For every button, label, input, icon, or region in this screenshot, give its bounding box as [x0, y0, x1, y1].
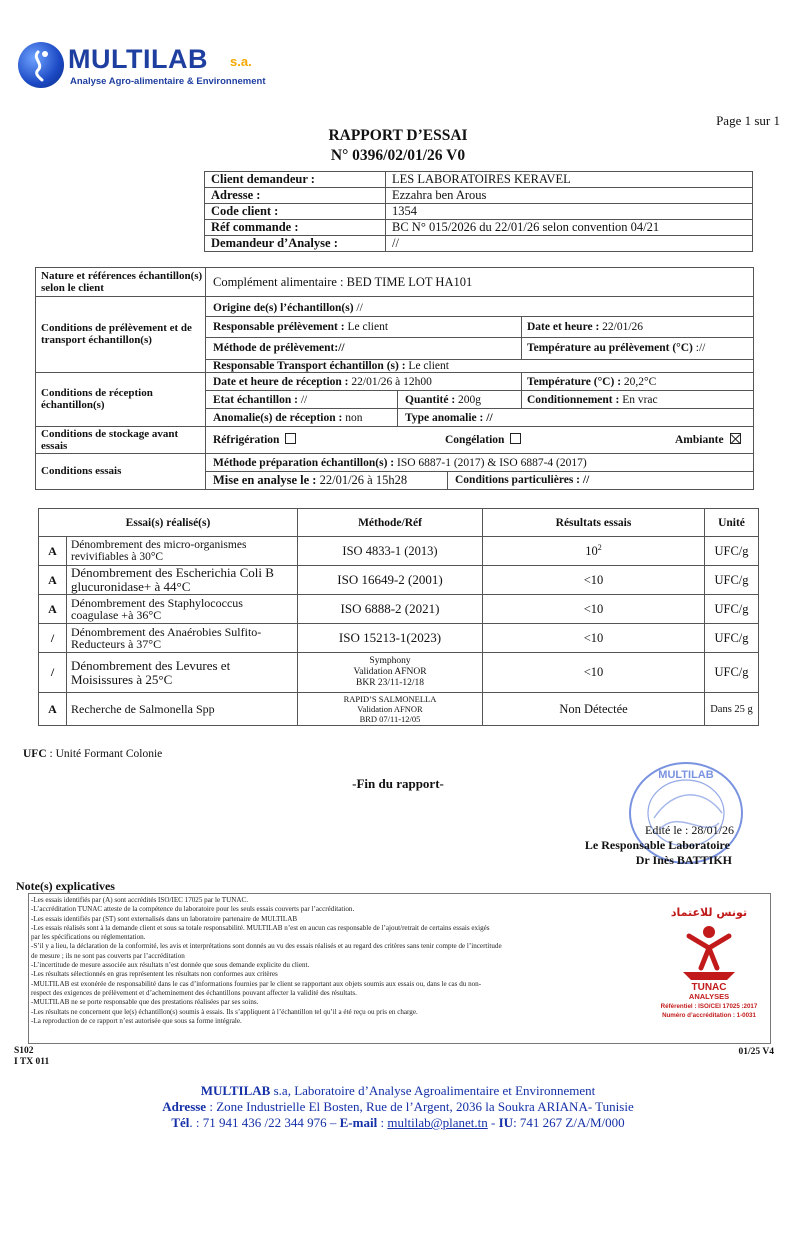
notes-box	[28, 893, 771, 1044]
logo-suffix: s.a.	[230, 54, 252, 69]
methode-ref: ISO 16649-2 (2001)	[298, 566, 483, 595]
origine-field: Origine de(s) l’échantillon(s) //	[213, 302, 363, 314]
resultat-value: Non Détectée	[483, 693, 705, 726]
table-row	[39, 595, 759, 624]
congelation-option: Congélation	[445, 433, 521, 447]
note-line: -Les essais réalisés sont à la demande client et sous sa totale responsabilité. MULTILAB n’est en aucun cas responsable de l’ajout/retrait de certains essais exigés	[31, 923, 490, 932]
client-key: Client demandeur :	[205, 172, 386, 188]
client-value: //	[386, 236, 753, 252]
table-row	[39, 653, 759, 693]
footer-address: Adresse : Zone Industrielle El Bosten, Rue de l’Argent, 2036 la Soukra ARIANA- Tunisie	[162, 1099, 634, 1114]
resultat-value: <10	[483, 566, 705, 595]
doc-code-itx: I TX 011	[14, 1057, 50, 1067]
header-resultats: Résultats essais	[483, 509, 705, 537]
essais-label: Conditions essais	[41, 465, 122, 477]
note-line: -L’accréditation TUNAC atteste de la compétence du laboratoire pour les seuls essais couverts par l’accréditation.	[31, 905, 355, 914]
ambiante-option: Ambiante	[675, 433, 741, 447]
footer-company: MULTILAB s.a, Laboratoire d’Analyse Agroalimentaire et Environnement	[200, 1083, 596, 1098]
methode-ref: ISO 6888-2 (2021)	[298, 595, 483, 624]
methode-ref: RAPID’S SALMONELLA Validation AFNOR BRD 07/11-12/05	[298, 693, 483, 726]
svg-text:تونس للاعتماد: تونس للاعتماد	[670, 906, 748, 919]
report-title: RAPPORT D’ESSAI	[328, 127, 468, 144]
conditionnement-field: Conditionnement : En vrac	[527, 394, 658, 406]
client-value: LES LABORATOIRES KERAVEL	[386, 172, 753, 188]
resultat-value: <10	[483, 595, 705, 624]
notes-title: Note(s) explicatives	[16, 879, 115, 893]
methode-ref: ISO 15213-1(2023)	[298, 624, 483, 653]
refrigeration-checkbox[interactable]	[285, 433, 296, 444]
temperature-prelevement-field: Température au prélèvement (°C) ://	[527, 342, 706, 354]
client-value: Ezzahra ben Arous	[386, 188, 753, 204]
unite-value: Dans 25 g	[705, 693, 759, 726]
methode-ref: ISO 4833-1 (2013)	[298, 537, 483, 566]
header-unite: Unité	[705, 509, 759, 537]
note-line: de mesure ; ils ne sont pas couverts par l’accréditation	[31, 951, 185, 960]
tunac-accreditation-mark	[649, 896, 769, 1042]
results-table	[38, 508, 759, 726]
accreditation-code: A	[39, 566, 67, 595]
table-row	[39, 566, 759, 595]
ufc-legend: UFC : Unité Formant Colonie	[23, 748, 163, 760]
note-line: -S’il y a lieu, la déclaration de la conformité, les avis et interprétations sont donnés au vu des essais réalisés et au regard des critères sans tenir compte de l’incertitude	[31, 942, 502, 951]
note-line: par les spécifications ou réglementation.	[31, 933, 146, 942]
client-row	[205, 172, 753, 188]
note-line: -Les essais identifiés par (A) sont accrédités ISO/IEC 17025 par le TUNAC.	[31, 896, 248, 904]
ambiante-checkbox-checked[interactable]	[730, 433, 741, 444]
mise-en-analyse-field: Mise en analyse le : 22/01/26 à 15h28	[213, 473, 408, 487]
conditions-particulieres-field: Conditions particulières : //	[455, 474, 590, 486]
tunac-logo-icon	[649, 896, 769, 992]
client-row	[205, 188, 753, 204]
resultat-value: $10^2$	[483, 537, 705, 566]
logo-name-lab: LAB	[150, 44, 208, 74]
note-line: -L’incertitude de mesure associée aux résultats n’est donnée que sous demande explicite du client.	[31, 961, 310, 970]
accreditation-code: A	[39, 537, 67, 566]
footer-email-link[interactable]: multilab@planet.tn	[387, 1115, 488, 1130]
svg-text:TUNAC: TUNAC	[691, 982, 727, 992]
temperature-reception-field: Température (°C) : 20,2°C	[527, 376, 657, 388]
note-line: -Les résultats sélectionnés en gras représentent les résultats non conformes aux critères	[31, 970, 278, 979]
reception-label: Conditions de réception échantillon(s)	[41, 387, 153, 411]
table-row	[39, 537, 759, 566]
client-value: 1354	[386, 204, 753, 220]
accreditation-code: /	[39, 624, 67, 653]
logo-name-multi: MULTI	[68, 44, 151, 74]
client-key: Réf commande :	[205, 220, 386, 236]
methode-ref: Symphony Validation AFNOR BKR 23/11-12/18	[298, 653, 483, 693]
note-line: -Les résultats ne concernent que le(s) échantillon(s) soumis à essais. Ils s’appliquent à l’échantillon tel qu’il a été reçu ou pris en charge.	[31, 1007, 418, 1016]
essai-name: Recherche de Salmonella Spp	[67, 693, 298, 726]
client-key: Adresse :	[205, 188, 386, 204]
prelevement-label: Conditions de prélèvement et de transport échantillon(s)	[41, 322, 192, 346]
logo-tagline: Analyse Agro-alimentaire & Environnement	[70, 76, 266, 87]
note-line: -MULTILAB ne se porte responsable que des prestations réalisées par ses soins.	[31, 998, 259, 1007]
nature-value: Complément alimentaire : BED TIME LOT HA101	[213, 275, 473, 289]
unite-value: UFC/g	[705, 624, 759, 653]
logo-emblem-icon	[18, 42, 64, 88]
document-codes	[14, 1046, 49, 1068]
responsable-transport-field: Responsable Transport échantillon (s) : Le client	[213, 360, 449, 372]
essai-name: Dénombrement des micro-organismes revivifiables à 30°C	[67, 537, 298, 566]
client-value: BC N° 015/2026 du 22/01/26 selon convention 04/21	[386, 220, 753, 236]
table-row	[39, 624, 759, 653]
client-row	[205, 236, 753, 252]
responsable-laboratoire: Le Responsable Laboratoire	[584, 838, 730, 852]
footer-contact: Tél. : 71 941 436 /22 344 976 – E-mail : multilab@planet.tn - IU: 741 267 Z/A/M/000	[171, 1115, 625, 1130]
doc-code-s102: S102	[14, 1046, 34, 1056]
stockage-label: Conditions de stockage avant essais	[41, 427, 179, 452]
page-number: Page 1 sur 1	[716, 113, 780, 128]
date-heure-field: Date et heure : 22/01/26	[527, 321, 644, 333]
sample-info-box	[35, 267, 754, 490]
client-row	[205, 220, 753, 236]
resultat-value: <10	[483, 653, 705, 693]
note-line: -La reproduction de ce rapport n’est autorisée que sous sa forme intégrale.	[31, 1016, 242, 1025]
congelation-checkbox[interactable]	[510, 433, 521, 444]
unite-value: UFC/g	[705, 653, 759, 693]
essai-name: Dénombrement des Anaérobies Sulfito-Reducteurs à 37°C	[67, 624, 298, 653]
accreditation-code: A	[39, 693, 67, 726]
tunac-analyses-label: ANALYSES	[688, 992, 730, 1001]
client-row	[205, 204, 753, 220]
note-line: -Les essais identifiés par (ST) sont externalisés dans un laboratoire partenaire de MULTILAB	[31, 914, 298, 923]
header-methode: Méthode/Réf	[298, 509, 483, 537]
table-row	[39, 693, 759, 726]
notes-list	[31, 896, 634, 1026]
report-number: N° 0396/02/01/26 V0	[330, 147, 466, 164]
client-key: Code client :	[205, 204, 386, 220]
client-table	[204, 171, 753, 252]
refrigeration-option: Réfrigération	[213, 433, 296, 447]
nature-label: Nature et références échantillon(s) selon le client	[41, 270, 203, 294]
anomalie-field: Anomalie(s) de réception : non	[213, 412, 363, 424]
unite-value: UFC/g	[705, 566, 759, 595]
document-version: 01/25 V4	[738, 1047, 774, 1057]
client-key: Demandeur d’Analyse :	[205, 236, 386, 252]
unite-value: UFC/g	[705, 537, 759, 566]
tunac-referentiel: Référentiel : ISO/CEI 17025 :2017	[660, 1003, 758, 1010]
edite-le: Edité le : 28/01/26	[645, 823, 734, 837]
methode-prelevement-field: Méthode de prélèvement://	[213, 342, 345, 354]
header-essai: Essai(s) réalisé(s)	[39, 509, 298, 537]
essai-name: Dénombrement des Levures et Moisissures à 25°C	[67, 653, 298, 693]
accreditation-code: /	[39, 653, 67, 693]
essai-name: Dénombrement des Escherichia Coli B glucuronidase+ à 44°C	[67, 566, 298, 595]
signatory-name: Dr Inès BATTIKH	[635, 853, 732, 867]
methode-preparation-field: Méthode préparation échantillon(s) : ISO 6887-1 (2017) & ISO 6887-4 (2017)	[213, 457, 587, 469]
unite-value: UFC/g	[705, 595, 759, 624]
etat-echantillon-field: Etat échantillon : //	[213, 394, 308, 406]
tunac-numero: Numéro d’accréditation : 1-0031	[662, 1012, 756, 1019]
note-line: respect des exigences de prélèvement et d’acheminement des échantillons pouvant affecter la validité des résultats.	[31, 988, 357, 997]
results-header-row	[39, 509, 759, 537]
type-anomalie-field: Type anomalie : //	[405, 412, 493, 424]
note-line: -MULTILAB est exonérée de responsabilité dans le cas d’informations fournies par le client se rapportant aux objets soumis aux essais ou, dans le cas du non-	[31, 979, 482, 988]
quantite-field: Quantité : 200g	[405, 394, 482, 406]
date-reception-field: Date et heure de réception : 22/01/26 à 12h00	[213, 376, 432, 388]
accreditation-code: A	[39, 595, 67, 624]
responsable-prelevement-field: Responsable prélèvement : Le client	[213, 321, 389, 333]
essai-name: Dénombrement des Staphylococcus coagulase +à 36°C	[67, 595, 298, 624]
svg-text:MULTILAB: MULTILAB	[658, 769, 714, 781]
resultat-value: <10	[483, 624, 705, 653]
multilab-logo	[18, 42, 318, 92]
end-of-report: -Fin du rapport-	[352, 776, 444, 791]
